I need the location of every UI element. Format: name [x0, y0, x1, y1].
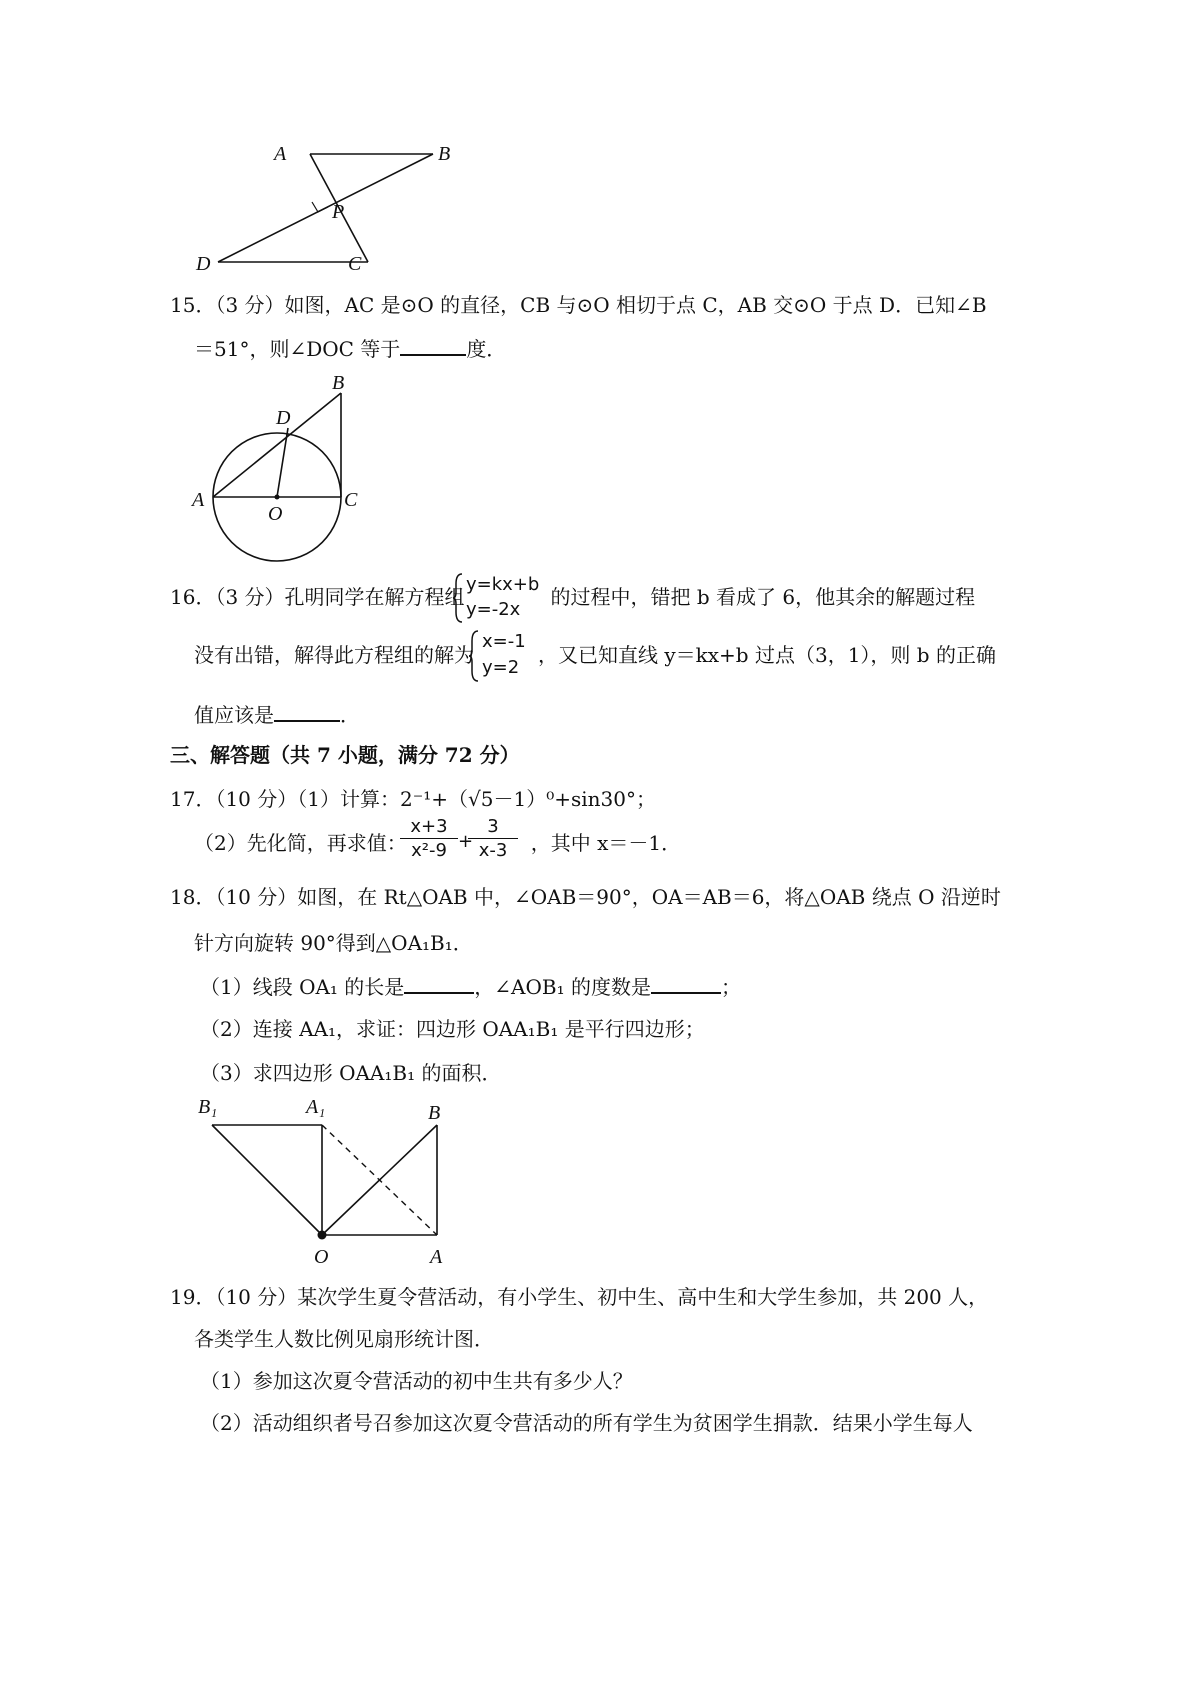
- q18-sub1-pre: （1）线段 OA₁ 的长是: [200, 975, 405, 999]
- label-b: B: [438, 143, 451, 165]
- fraction-1-numerator: x+3: [400, 816, 458, 839]
- q18-line2: 针方向旋转 90°得到△OA₁B₁．: [194, 931, 473, 955]
- q16-line3-pre: 值应该是: [194, 703, 274, 727]
- fraction-2-numerator: 3: [468, 816, 518, 839]
- q19-line1: 19．（10 分）某次学生夏令营活动，有小学生、初中生、高中生和大学生参加，共 200 人，: [170, 1285, 989, 1309]
- label-a: A: [274, 143, 287, 165]
- fraction-2-denominator: x-3: [478, 840, 508, 861]
- q18-sub1: [200, 972, 741, 1000]
- q18-sub3: （3）求四边形 OAA₁B₁ 的面积．: [200, 1061, 502, 1085]
- label-a1: A₁: [306, 1096, 326, 1118]
- figure-q14: [196, 140, 480, 300]
- q16-line3: [194, 700, 360, 728]
- system2-eq1: x=-1: [482, 631, 526, 652]
- q18-sub1-end: ；: [720, 975, 741, 999]
- q15-line1: 15．（3 分）如图，AC 是⊙O 的直径，CB 与⊙O 相切于点 C，AB 交⊙O 于点 D．已知∠B: [170, 293, 987, 317]
- label-c: C: [344, 489, 358, 511]
- label-o: O: [268, 503, 283, 525]
- label-d: D: [196, 253, 211, 275]
- system1-eq2: y=-2x: [466, 599, 521, 620]
- q18-sub1-mid: ，∠AOB₁ 的度数是: [474, 975, 651, 999]
- q16-line1-post: 的过程中，错把 b 看成了 6，他其余的解题过程: [550, 585, 976, 609]
- fraction-1-denominator: x²-9: [411, 840, 447, 861]
- section-3-title: 三、解答题（共 7 小题，满分 72 分）: [170, 743, 520, 767]
- q15-line2-end: 度．: [466, 337, 507, 361]
- q18-answer-blank-1[interactable]: [404, 972, 474, 994]
- q15-answer-blank[interactable]: [400, 334, 466, 356]
- label-c: C: [348, 253, 362, 275]
- q17-line2-pre: （2）先化简，再求值：: [194, 831, 407, 855]
- q19-sub1: （1）参加这次夏令营活动的初中生共有多少人？: [200, 1369, 633, 1393]
- fraction-2: [468, 816, 518, 863]
- label-d: D: [276, 407, 291, 429]
- q17-line1: 17．（10 分）（1）计算：2⁻¹+（√5－1）⁰+sin30°；: [170, 787, 656, 811]
- fraction-1: [400, 816, 458, 863]
- system1-eq1: y=kx+b: [466, 574, 540, 595]
- system2-eq2: y=2: [482, 657, 520, 678]
- q16-answer-blank[interactable]: [274, 700, 340, 722]
- q16-line2: [194, 642, 996, 668]
- q16-line1: [170, 584, 975, 610]
- label-a: A: [192, 489, 205, 511]
- q17-line2-post: ，其中 x＝－1．: [530, 831, 682, 855]
- label-b: B: [428, 1102, 441, 1124]
- q16-line2-pre: 没有出错，解得此方程组的解为: [194, 643, 474, 667]
- figure-q18: [190, 1095, 460, 1270]
- label-a: A: [430, 1246, 443, 1268]
- q16-line1-pre: 16．（3 分）孔明同学在解方程组: [170, 585, 465, 609]
- q18-line1: 18．（10 分）如图，在 Rt△OAB 中，∠OAB＝90°，OA＝AB＝6，将△OAB 绕点 O 沿逆时: [170, 885, 1001, 909]
- label-b1: B₁: [198, 1096, 218, 1118]
- q18-sub2: （2）连接 AA₁，求证：四边形 OAA₁B₁ 是平行四边形；: [200, 1017, 705, 1041]
- label-p: P: [332, 201, 345, 223]
- q15-line2: [194, 334, 506, 362]
- label-b: B: [332, 372, 345, 394]
- label-o: O: [314, 1246, 329, 1268]
- q16-line3-end: ．: [340, 703, 360, 727]
- q18-answer-blank-2[interactable]: [651, 972, 721, 994]
- q19-sub2: （2）活动组织者号召参加这次夏令营活动的所有学生为贫困学生捐款．结果小学生每人: [200, 1411, 973, 1435]
- q16-line2-post: ，又已知直线 y＝kx+b 过点（3，1），则 b 的正确: [538, 643, 996, 667]
- figure-q15: [190, 370, 390, 570]
- q19-line2: 各类学生人数比例见扇形统计图．: [194, 1327, 494, 1351]
- plus-sign: +: [458, 831, 474, 852]
- q15-line2-text: ＝51°，则∠DOC 等于: [194, 337, 401, 361]
